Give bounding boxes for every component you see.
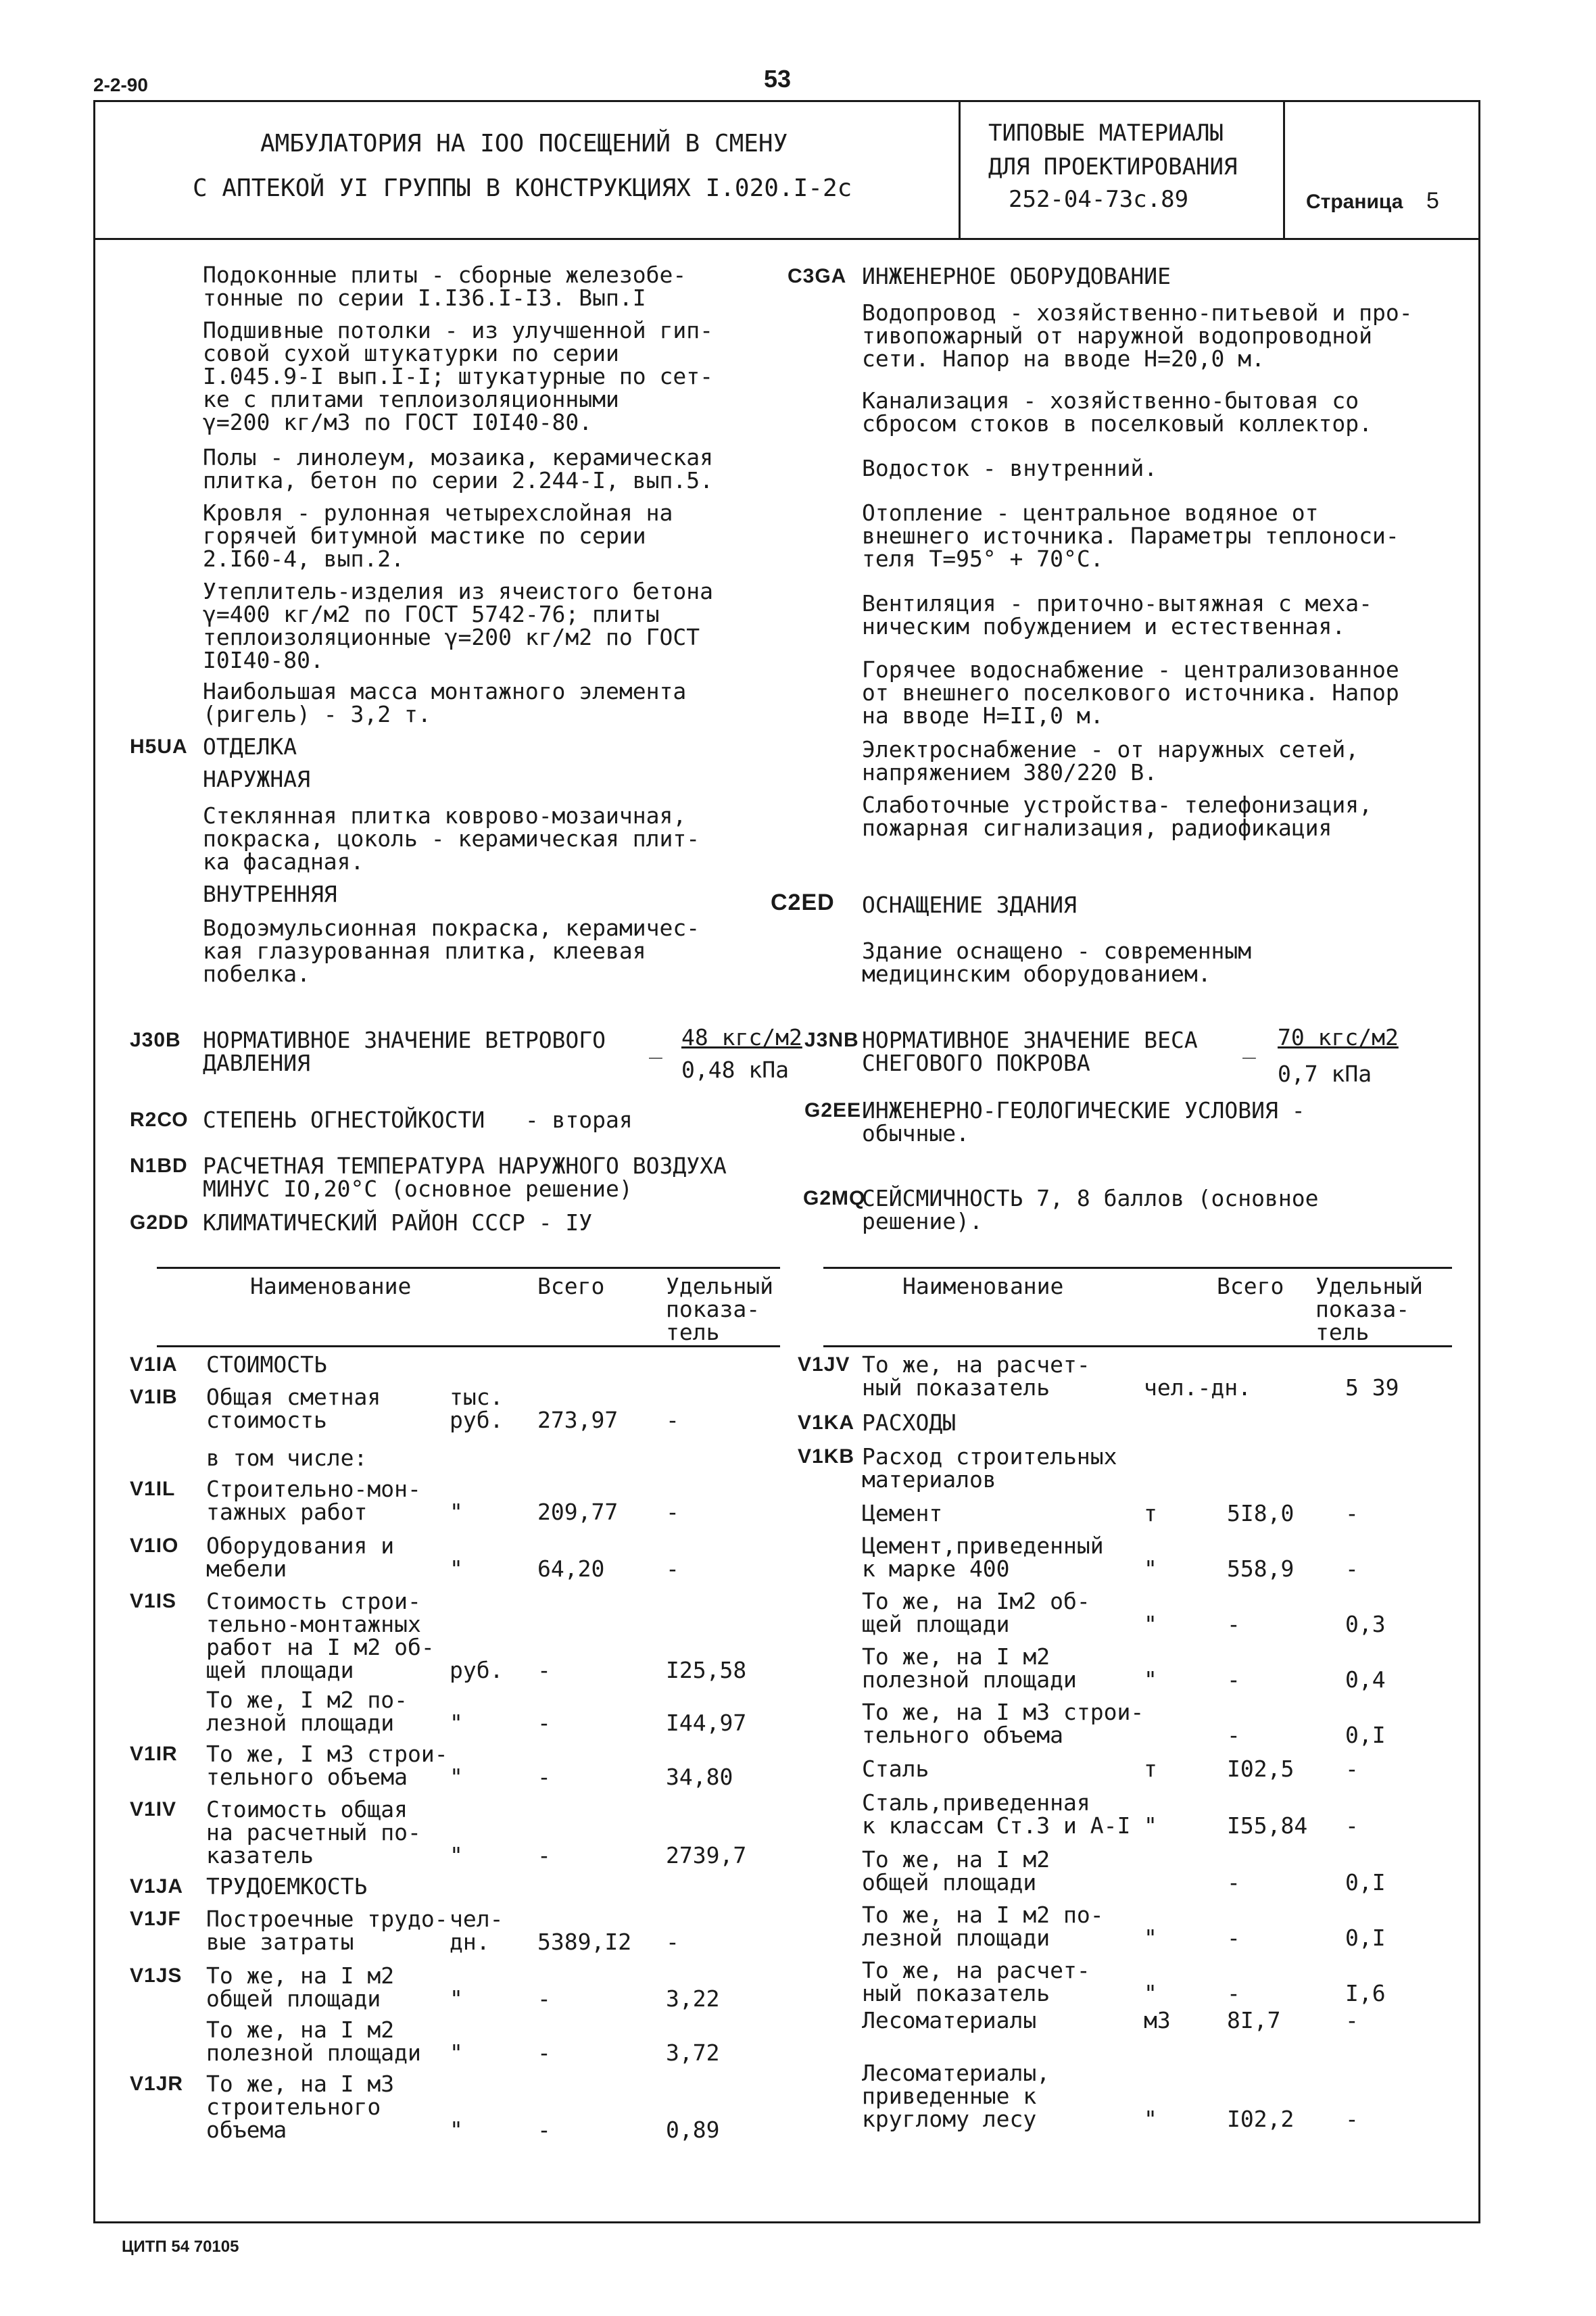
- table-cell-code: V1JF: [130, 1908, 181, 1930]
- table-cell-spec: 5 39: [1345, 1374, 1399, 1401]
- wind-dash: _: [649, 1032, 662, 1059]
- fire-code: R2СО: [130, 1109, 189, 1131]
- snow-dash: _: [1242, 1032, 1256, 1059]
- table-cell-total: -: [537, 1657, 551, 1683]
- header-title-line1: АМБУЛАТОРИЯ НА IOO ПОСЕЩЕНИЙ В СМЕНУ: [260, 130, 788, 158]
- table-cell-unit: ": [450, 1764, 463, 1790]
- table-cell-name: РАСХОДЫ: [862, 1409, 957, 1436]
- sills-text: Подоконные плиты - сборные железобе- тонные по серии I.I36.I-I3. Вып.I: [203, 262, 687, 311]
- table-cell-unit: руб.: [450, 1657, 504, 1683]
- table-cell-total: -: [1227, 1925, 1240, 1951]
- table-cell-unit: ": [1144, 1980, 1157, 2006]
- footer-code: ЦИТП 54 70105: [122, 2238, 239, 2256]
- left-table-top-line: [157, 1267, 780, 1269]
- table-cell-name: Цемент,приведенный к марке 400: [862, 1533, 1104, 1582]
- heating-text: Отопление - центральное водяное от внешнего источника. Параметры теплоноси- теля Т=95° + 70°С.: [862, 500, 1399, 572]
- table-cell-total: -: [1227, 1611, 1240, 1637]
- table-cell-spec: I44,97: [666, 1710, 747, 1736]
- sewer-text: Канализация - хозяйственно-бытовая со сбросом стоков в поселковый коллектор.: [862, 387, 1372, 437]
- table-cell-total: 209,77: [537, 1499, 619, 1525]
- insulation-text: Утеплитель-изделия из ячеистого бетона γ=400 кг/м2 по ГОСТ 5742-76; плиты теплоизоляционные γ=200 кг/м2 по ГОСТ I0I40-80.: [203, 578, 713, 673]
- wind-val1: 48 кгс/м2: [681, 1024, 802, 1051]
- page-value: 5: [1426, 188, 1439, 214]
- frame-bottom: [93, 2221, 1480, 2223]
- drain-text: Водосток - внутренний.: [862, 455, 1158, 481]
- table-cell-spec: 0,3: [1345, 1611, 1386, 1637]
- table-cell-total: -: [537, 1985, 551, 2012]
- eq-title: ИНЖЕНЕРНОЕ ОБОРУДОВАНИЕ: [862, 263, 1171, 289]
- inner-title: ВНУТРЕННЯЯ: [203, 881, 337, 907]
- table-cell-unit: ": [450, 1499, 463, 1525]
- page-number: 53: [764, 65, 792, 93]
- left-table-header-line: [157, 1345, 780, 1347]
- snow-code: J3NВ: [804, 1029, 859, 1051]
- frame-left: [93, 100, 95, 2223]
- table-cell-name: Сталь: [862, 1756, 929, 1782]
- geo-code: G2ЕЕ: [804, 1099, 862, 1121]
- equip-code: С2ЕD: [771, 890, 835, 915]
- table-cell-spec: 3,72: [666, 2040, 720, 2066]
- table-cell-spec: -: [1345, 2007, 1359, 2033]
- table-cell-code: V1IV: [130, 1798, 177, 1820]
- table-cell-total: -: [537, 1842, 551, 1868]
- wind-val2: 0,48 кПа: [681, 1057, 789, 1083]
- table-cell-name: Расход строительных материалов: [862, 1443, 1117, 1493]
- ceilings-text: Подшивные потолки - из улучшенной гип- совой сухой штукатурки по серии I.045.9-I вып.I-I; штукатурные по сет- ке с плитами теплоизоляционными γ=200 кг/м3 по ГОСТ I0I40-80.: [203, 317, 713, 435]
- table-cell-spec: -: [1345, 1500, 1359, 1526]
- table-cell-code: V1IА: [130, 1353, 178, 1376]
- table-cell-spec: 34,80: [666, 1764, 733, 1790]
- floors-text: Полы - линолеум, мозаика, керамическая плитка, бетон по серии 2.244-I, вып.5.: [203, 444, 713, 493]
- table-cell-name: в том числе:: [206, 1445, 368, 1471]
- table-cell-total: -: [1227, 1722, 1240, 1748]
- table-cell-spec: 0,I: [1345, 1925, 1386, 1951]
- table-cell-total: -: [1227, 1869, 1240, 1896]
- roof-text: Кровля - рулонная четырехслойная на горячей битумной мастике по серии 2.I60-4, вып.2.: [203, 500, 673, 572]
- table-cell-total: I02,5: [1227, 1756, 1295, 1782]
- table-cell-name: Лесоматериалы, приведенные к круглому лесу: [862, 2060, 1050, 2132]
- table-cell-unit: ": [1144, 1666, 1157, 1693]
- table-cell-spec: I,6: [1345, 1980, 1386, 2006]
- hotwater-text: Горячее водоснабжение - централизованное от внешнего поселкового источника. Напор на вводе Н=II,0 м.: [862, 656, 1399, 729]
- table-cell-unit: ": [1144, 2106, 1157, 2132]
- table-cell-code: V1KА: [798, 1412, 855, 1434]
- max-mass-text: Наибольшая масса монтажного элемента (ригель) - 3,2 т.: [203, 678, 687, 727]
- eq-code: С3GА: [788, 265, 847, 287]
- table-cell-name: Сталь,приведенная к классам Ст.3 и А-I: [862, 1789, 1131, 1839]
- table-cell-unit: ": [1144, 1611, 1157, 1637]
- series-line1: ТИПОВЫЕ МАТЕРИАЛЫ: [988, 120, 1224, 147]
- seis-code: G2MQ: [803, 1187, 866, 1209]
- temp-code: N1ВD: [130, 1155, 188, 1177]
- left-header-specific: Удельный показа- тель: [666, 1273, 773, 1345]
- table-cell-spec: 0,89: [666, 2117, 720, 2143]
- table-cell-name: ТРУДОЕМКОСТЬ: [206, 1873, 368, 1900]
- geo-text: ИНЖЕНЕРНО-ГЕОЛОГИЧЕСКИЕ УСЛОВИЯ - обычные.: [862, 1097, 1305, 1147]
- snow-val2: 0,7 кПа: [1278, 1061, 1372, 1087]
- wind-label: НОРМАТИВНОЕ ЗНАЧЕНИЕ ВЕТРОВОГО ДАВЛЕНИЯ: [203, 1027, 606, 1076]
- table-cell-name: То же, на расчет- ный показатель: [862, 1957, 1090, 2006]
- table-cell-name: Оборудования и мебели: [206, 1533, 395, 1582]
- table-cell-total: 273,97: [537, 1407, 619, 1433]
- table-cell-total: 558,9: [1227, 1555, 1295, 1582]
- table-cell-total: -: [537, 2117, 551, 2143]
- snow-val1: 70 кгс/м2: [1278, 1024, 1399, 1051]
- table-cell-code: V1IS: [130, 1590, 177, 1612]
- table-cell-spec: 2739,7: [666, 1842, 747, 1868]
- table-cell-unit: чел.-дн.: [1144, 1374, 1251, 1401]
- table-cell-code: V1KВ: [798, 1445, 855, 1468]
- table-cell-spec: -: [1345, 1756, 1359, 1782]
- right-header-name: Наименование: [902, 1273, 1064, 1299]
- table-cell-code: V1JV: [798, 1353, 850, 1376]
- table-cell-spec: -: [666, 1555, 679, 1582]
- table-cell-total: 8I,7: [1227, 2007, 1281, 2033]
- table-cell-name: То же, на I м2 по- лезной площади: [862, 1902, 1104, 1951]
- outer-title: НАРУЖНАЯ: [203, 766, 310, 792]
- table-cell-code: V1IВ: [130, 1386, 178, 1408]
- right-header-specific: Удельный показа- тель: [1315, 1273, 1423, 1345]
- table-cell-name: Общая сметная стоимость: [206, 1384, 381, 1433]
- table-cell-spec: 0,I: [1345, 1722, 1386, 1748]
- table-cell-total: 64,20: [537, 1555, 605, 1582]
- table-cell-total: -: [537, 2040, 551, 2066]
- header-title-line2: С АПТЕКОЙ УI ГРУППЫ В КОНСТРУКЦИЯХ I.020.I-2с: [193, 174, 852, 202]
- table-cell-unit: м3: [1144, 2007, 1171, 2033]
- table-cell-spec: -: [1345, 2106, 1359, 2132]
- table-cell-spec: -: [1345, 1555, 1359, 1582]
- table-cell-unit: ": [450, 1842, 463, 1868]
- table-cell-name: То же, на Iм2 об- щей площади: [862, 1588, 1090, 1637]
- doc-code: 2-2-90: [93, 74, 148, 95]
- right-table-top-line: [823, 1267, 1452, 1269]
- water-text: Водопровод - хозяйственно-питьевой и про- тивопожарный от наружной водопроводной сети. Напор на вводе Н=20,0 м.: [862, 299, 1413, 372]
- table-cell-unit: тыс. руб.: [450, 1384, 504, 1433]
- vent-text: Вентиляция - приточно-вытяжная с меха- ническим побуждением и естественная.: [862, 590, 1372, 640]
- table-cell-name: Стоимость общая на расчетный по- казатель: [206, 1796, 421, 1868]
- table-cell-spec: 3,22: [666, 1985, 720, 2012]
- equip-title: ОСНАЩЕНИЕ ЗДАНИЯ: [862, 892, 1077, 918]
- table-cell-unit: ": [1144, 1925, 1157, 1951]
- table-cell-name: Строительно-мон- тажных работ: [206, 1476, 421, 1525]
- table-cell-spec: I25,58: [666, 1657, 747, 1683]
- table-cell-name: То же, I м3 строи- тельного объема: [206, 1741, 448, 1790]
- page-label: Страница: [1306, 191, 1403, 213]
- finish-title: ОТДЕЛКА: [203, 733, 297, 760]
- table-cell-unit: т: [1144, 1756, 1157, 1782]
- clim-code: G2DD: [130, 1211, 189, 1234]
- header-bottom-line: [93, 238, 1480, 240]
- table-cell-code: V1IR: [130, 1743, 178, 1765]
- table-cell-spec: 0,4: [1345, 1666, 1386, 1693]
- table-cell-unit: ": [1144, 1812, 1157, 1839]
- left-header-total: Всего: [537, 1273, 605, 1299]
- snow-label: НОРМАТИВНОЕ ЗНАЧЕНИЕ ВЕСА СНЕГОВОГО ПОКРОВА: [862, 1027, 1198, 1076]
- table-cell-total: -: [1227, 1666, 1240, 1693]
- table-cell-code: V1IО: [130, 1535, 179, 1557]
- table-cell-total: -: [1227, 1980, 1240, 2006]
- table-cell-total: I02,2: [1227, 2106, 1295, 2132]
- table-cell-unit: чел- дн.: [450, 1906, 504, 1955]
- table-cell-name: То же, на I м3 строительного объема: [206, 2071, 395, 2143]
- fire-text: СТЕПЕНЬ ОГНЕСТОЙКОСТИ - вторая: [203, 1107, 633, 1133]
- table-cell-name: Стоимость строи- тельно-монтажных работ на I м2 об- щей площади: [206, 1588, 435, 1683]
- table-cell-code: V1JS: [130, 1964, 183, 1987]
- series-line3: 252-04-73с.89: [1009, 186, 1189, 213]
- table-cell-unit: ": [450, 2040, 463, 2066]
- table-cell-unit: ": [450, 1710, 463, 1736]
- table-cell-code: V1JА: [130, 1875, 184, 1898]
- frame-right: [1478, 100, 1480, 2223]
- table-cell-name: То же, на расчет- ный показатель: [862, 1351, 1090, 1401]
- table-cell-name: Построечные трудо- вые затраты: [206, 1906, 448, 1955]
- right-header-total: Всего: [1217, 1273, 1284, 1299]
- table-cell-unit: ": [450, 1985, 463, 2012]
- table-cell-name: То же, на I м2 полезной площади: [206, 2017, 421, 2066]
- table-cell-spec: -: [1345, 1812, 1359, 1839]
- table-cell-unit: ": [450, 1555, 463, 1582]
- table-cell-spec: -: [666, 1499, 679, 1525]
- series-line2: ДЛЯ ПРОЕКТИРОВАНИЯ: [988, 153, 1238, 180]
- equip-text: Здание оснащено - современным медицинским оборудованием.: [862, 938, 1252, 987]
- left-header-name: Наименование: [250, 1273, 412, 1299]
- table-cell-name: То же, на I м2 общей площади: [862, 1846, 1050, 1896]
- outer-text: Стеклянная плитка коврово-мозаичная, покраска, цоколь - керамическая плит- ка фасадная.: [203, 802, 700, 875]
- inner-text: Водоэмульсионная покраска, керамичес- кая глазурованная плитка, клеевая побелка.: [203, 915, 700, 987]
- table-cell-total: 5I8,0: [1227, 1500, 1295, 1526]
- seis-text: СЕЙСМИЧНОСТЬ 7, 8 баллов (основное решение).: [862, 1185, 1319, 1234]
- temp-text: РАСЧЕТНАЯ ТЕМПЕРАТУРА НАРУЖНОГО ВОЗДУХА МИНУС IO,20°С (основное решение): [203, 1153, 727, 1202]
- table-cell-unit: ": [1144, 1555, 1157, 1582]
- table-cell-unit: т: [1144, 1500, 1157, 1526]
- lowcurrent-text: Слаботочные устройства- телефонизация, пожарная сигнализация, радиофикация: [862, 792, 1372, 841]
- table-cell-name: То же, на I м3 строи- тельного объема: [862, 1699, 1144, 1748]
- power-text: Электроснабжение - от наружных сетей, напряжением 380/220 В.: [862, 736, 1359, 786]
- table-cell-total: 5389,I2: [537, 1929, 632, 1955]
- table-cell-name: Цемент: [862, 1500, 943, 1526]
- table-cell-total: -: [537, 1710, 551, 1736]
- table-cell-code: V1IL: [130, 1478, 176, 1500]
- table-cell-total: -: [537, 1764, 551, 1790]
- table-cell-spec: -: [666, 1929, 679, 1955]
- clim-text: КЛИМАТИЧЕСКИЙ РАЙОН СССР - IУ: [203, 1209, 593, 1236]
- header-divider-1: [959, 100, 961, 239]
- finish-code: Н5UА: [130, 735, 188, 758]
- table-cell-spec: 0,I: [1345, 1869, 1386, 1896]
- table-cell-name: То же, на I м2 общей площади: [206, 1962, 395, 2012]
- table-cell-spec: -: [666, 1407, 679, 1433]
- wind-code: J30В: [130, 1029, 181, 1051]
- table-cell-name: Лесоматериалы: [862, 2007, 1037, 2033]
- table-cell-total: I55,84: [1227, 1812, 1308, 1839]
- table-cell-name: СТОИМОСТЬ: [206, 1351, 327, 1378]
- table-cell-code: V1JR: [130, 2073, 184, 2095]
- table-cell-name: То же, I м2 по- лезной площади: [206, 1687, 408, 1736]
- right-table-header-line: [823, 1345, 1452, 1347]
- table-cell-name: То же, на I м2 полезной площади: [862, 1643, 1077, 1693]
- table-cell-unit: ": [450, 2117, 463, 2143]
- frame-top: [93, 100, 1480, 102]
- header-divider-2: [1283, 100, 1285, 239]
